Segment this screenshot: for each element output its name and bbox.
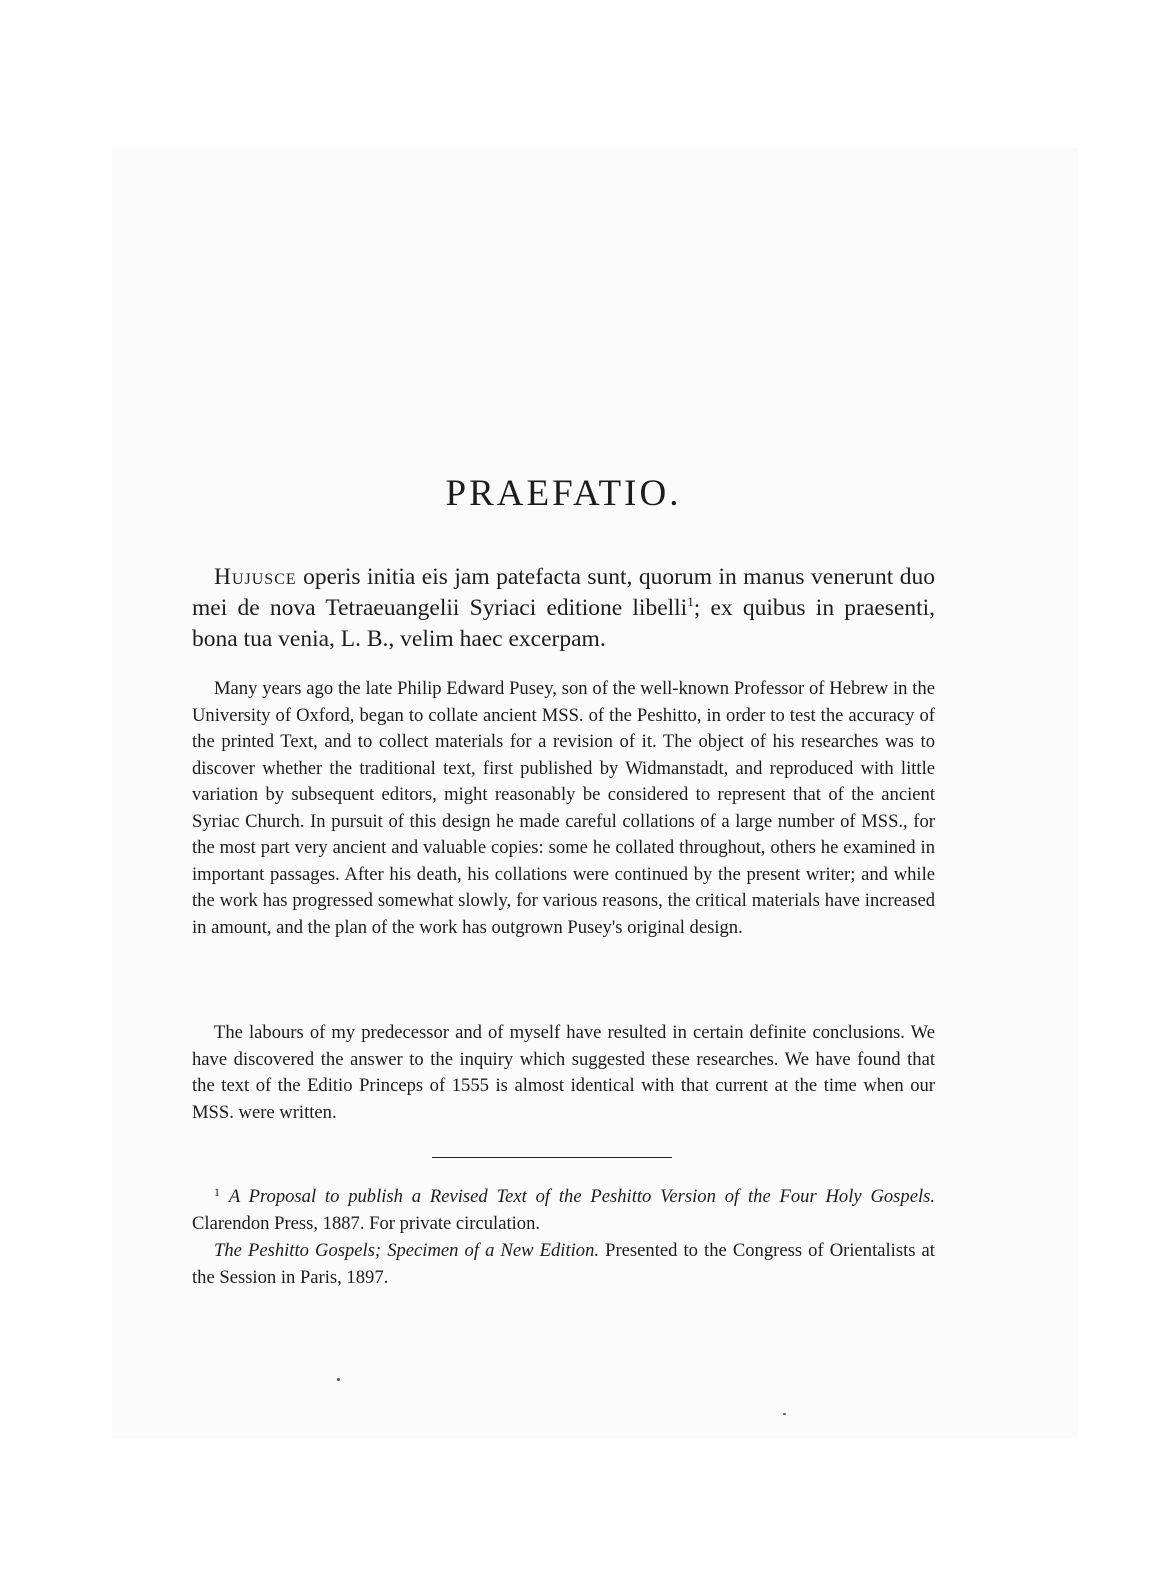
footnote-title: The Peshitto Gospels; Specimen of a New Edition. bbox=[214, 1240, 600, 1261]
print-speck bbox=[783, 1413, 786, 1415]
footnote-mark: 1 bbox=[214, 1185, 220, 1199]
print-speck bbox=[337, 1378, 340, 1381]
latin-intro-paragraph bbox=[192, 562, 935, 655]
footnote-divider bbox=[432, 1157, 672, 1158]
latin-intro-text-end: ; ex quibus in praesenti, bona tua venia, L. B., velim haec excerpam. bbox=[192, 595, 936, 652]
footnote-text: Clarendon Press, 1887. For private circulation. bbox=[192, 1213, 541, 1234]
footnote-ref-mark: 1 bbox=[687, 594, 694, 609]
footnote bbox=[192, 1237, 935, 1291]
body-paragraph: The labours of my predecessor and of myself have resulted in certain definite conclusions. We have discovered the answer to the inquiry which suggested these researches. We have found that the text of the Editio Princeps of 1555 is almost identical with that current at the time when our MSS. were written. bbox=[192, 1022, 935, 1123]
body-paragraph: Many years ago the late Philip Edward Pusey, son of the well-known Professor of Hebrew in the University of Oxford, began to collate ancient MSS. of the Peshitto, in order to test the accuracy of the printed Text, and to collect materials for a revision of it. The object of his researches was to discover whether the traditional text, first published by Widmanstadt, and reproduced with little variation by subsequent editors, might reasonably be considered to represent that of the ancient Syriac Church. In pursuit of this design he made careful collations of a large number of MSS., for the most part very ancient and valuable copies: some he collated throughout, others he examined in important passages. After his death, his collations were continued by the present writer; and while the work has progressed somewhat slowly, for various reasons, the critical materials have increased in amount, and the plan of the work has outgrown Pusey's original design. bbox=[192, 678, 935, 938]
footnote bbox=[192, 1183, 935, 1237]
latin-intro-small-caps: Hujusce bbox=[214, 564, 297, 590]
latin-intro-text: operis initia eis jam patefacta sunt, quorum in manus venerunt duo mei de nova Tetraeuangelii Syriaci editione libelli bbox=[192, 564, 935, 621]
page-title: PRAEFATIO. bbox=[445, 473, 682, 514]
footnote-title: A Proposal to publish a Revised Text of the Peshitto Version of the Four Holy Gospels. bbox=[228, 1186, 935, 1207]
footnote-text: Presented to the Congress of Orientalists at the Session in Paris, 1897. bbox=[192, 1240, 935, 1288]
